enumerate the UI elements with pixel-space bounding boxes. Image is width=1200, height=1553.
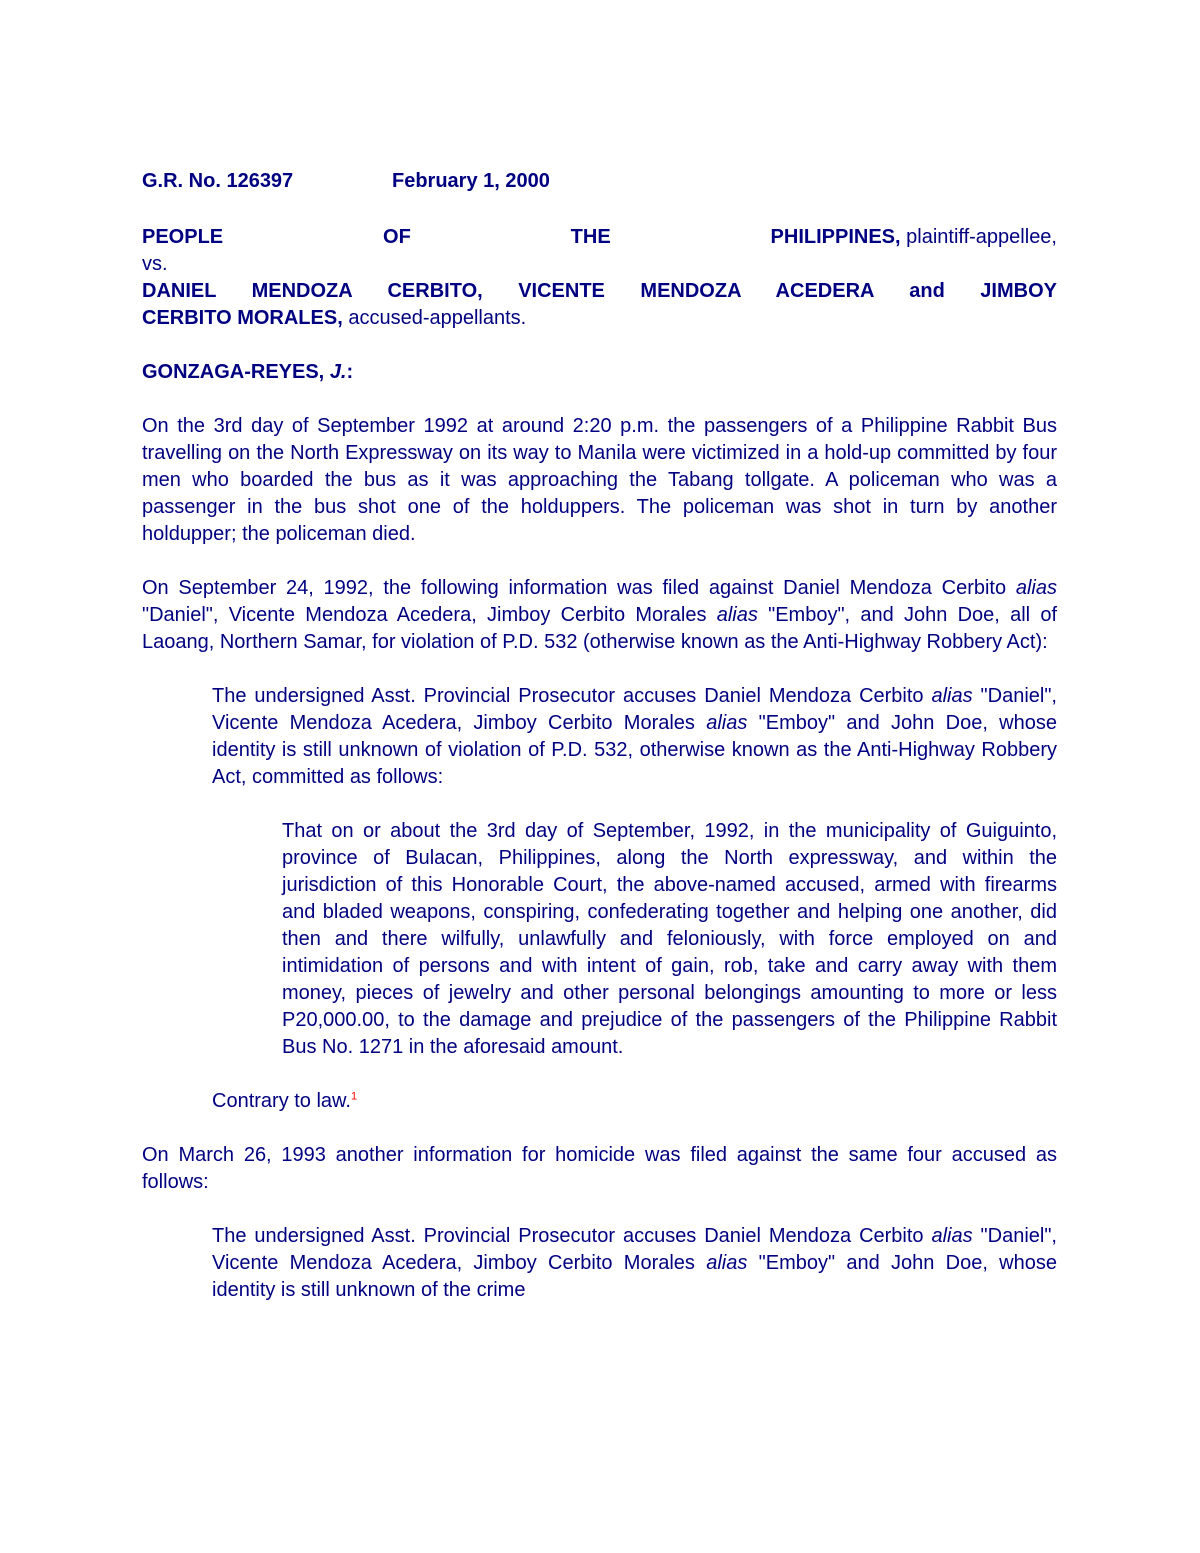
plaintiff-role: plaintiff-appellee, [906, 226, 1057, 248]
plaintiff-line [142, 224, 1057, 251]
alias-text: alias [931, 1225, 973, 1247]
contrary-to-law [212, 1088, 1057, 1115]
ponente-name: GONZAGA-REYES, [142, 361, 325, 383]
quote-1-text-1: The undersigned Asst. Provincial Prosecutor accuses Daniel Mendoza Cerbito [212, 685, 932, 707]
parties-block [142, 224, 1057, 332]
plaintiff-word-2: OF [383, 226, 411, 248]
ponente [142, 359, 1057, 386]
document-page [142, 168, 1057, 1304]
paragraph-3: On March 26, 1993 another information for homicide was filed against the same four accused as follows: [142, 1144, 1057, 1193]
accused-names-line-2: CERBITO MORALES, [142, 307, 343, 329]
case-caption [142, 168, 1057, 196]
alias-text: alias [1015, 577, 1057, 599]
plaintiff-word-3: THE [570, 226, 611, 248]
alias-text: alias [706, 1252, 748, 1274]
alias-text: alias [716, 604, 758, 626]
plaintiff-word-1: PEOPLE [142, 226, 224, 248]
footnote-reference[interactable]: 1 [350, 1090, 358, 1103]
paragraph-2 [142, 575, 1057, 656]
paragraph-1: On the 3rd day of September 1992 at around 2:20 p.m. the passengers of a Philippine Rabbit Bus travelling on the North Expressway on its way to Manila were victimized in a hold-up committed by four men who boarded the bus as it was approaching the Tabang tollgate. A policeman who was a passenger in the bus shot one of the holduppers. The policeman was shot in turn by another holdupper; the policeman died. [142, 415, 1057, 545]
quote-1-text-2: "Daniel", Vicente Mendoza Acedera, Jimboy Cerbito Morales [212, 685, 1057, 734]
information-accusation: That on or about the 3rd day of September, 1992, in the municipality of Guiguinto, province of Bulacan, Philippines, along the North expressway, and within the jurisdiction of this Honorable Court, the above-named accused, armed with firearms and bladed weapons, conspiring, confederating together and helping one another, did then and there wilfully, unlawfully and feloniously, with force employed on and intimidation of persons and with intent of gain, rob, take and carry away with them money, pieces of jewelry and other personal belongings amounting to more or less P20,000.00, to the damage and prejudice of the passengers of the Philippine Rabbit Bus No. 1271 in the aforesaid amount. [282, 820, 1057, 1058]
information-quote-2 [212, 1223, 1057, 1304]
quote-2-text-1: The undersigned Asst. Provincial Prosecutor accuses Daniel Mendoza Cerbito [212, 1225, 932, 1247]
quote-1-text-3: "Emboy" and John Doe, whose identity is still unknown of violation of P.D. 532, otherwise known as the Anti-Highway Robbery Act, committed as follows: [212, 712, 1057, 788]
quote-2-text-3: "Emboy" and John Doe, whose identity is still unknown of the crime [212, 1252, 1057, 1301]
quote-2-text-2: "Daniel", Vicente Mendoza Acedera, Jimboy Cerbito Morales [212, 1225, 1057, 1274]
alias-text: alias [931, 685, 973, 707]
paragraph-2-text-1: On September 24, 1992, the following information was filed against Daniel Mendoza Cerbito [142, 577, 1016, 599]
gr-number: G.R. No. 126397 [142, 170, 294, 192]
ponente-title: J. [329, 361, 347, 383]
decision-date: February 1, 2000 [392, 170, 550, 192]
paragraph-2-text-2: "Daniel", Vicente Mendoza Acedera, Jimboy Cerbito Morales [142, 604, 717, 626]
plaintiff-word-4: PHILIPPINES, [770, 226, 901, 248]
contrary-text: Contrary to law. [212, 1090, 351, 1112]
alias-text: alias [706, 712, 748, 734]
versus: vs. [142, 253, 168, 275]
paragraph-2-text-3: "Emboy", and John Doe, all of Laoang, Northern Samar, for violation of P.D. 532 (otherwise known as the Anti-Highway Robbery Act): [142, 604, 1058, 653]
ponente-colon: : [346, 361, 354, 383]
information-quote-1 [212, 683, 1057, 791]
accused-line-2 [142, 305, 1057, 332]
accused-role: accused-appellants. [348, 307, 527, 329]
accused-names-line-1: DANIEL MENDOZA CERBITO, VICENTE MENDOZA ACEDERA and JIMBOY [142, 280, 1057, 302]
